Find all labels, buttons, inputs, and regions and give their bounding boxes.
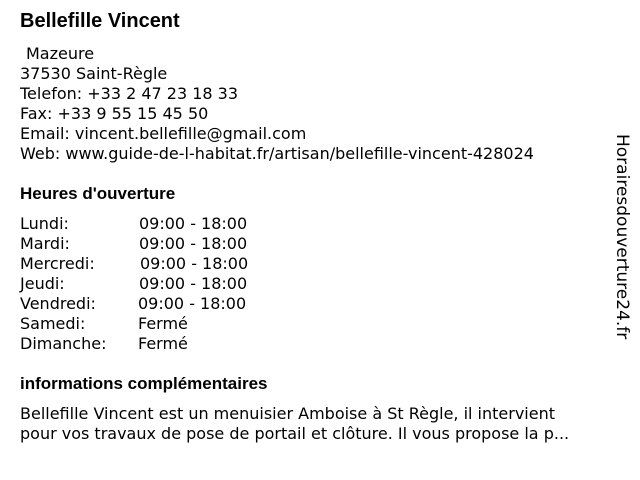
day-label: Jeudi: [20,274,65,293]
additional-info-heading: informations complémentaires [20,374,268,393]
contact-block [20,44,534,164]
email-address: Email: vincent.bellefille@gmail.com [20,124,307,143]
site-watermark: Horairesdouverture24.fr [612,134,632,340]
additional-info-text [20,404,630,444]
postal-city: 37530 Saint-Règle [20,64,168,83]
day-label: Vendredi: [20,294,96,313]
info-line: pour vos travaux de pose de portail et clôture. Il vous propose la p... [20,424,570,443]
day-label: Samedi: [20,314,86,333]
opening-hours-heading: Heures d'ouverture [20,184,176,203]
day-hours: 09:00 - 18:00 [139,274,248,293]
fax-number: Fax: +33 9 55 15 45 50 [20,104,209,123]
day-hours: 09:00 - 18:00 [139,214,248,233]
day-label: Dimanche: [20,334,107,353]
day-hours: 09:00 - 18:00 [140,254,249,273]
business-name: Bellefille Vincent [20,10,180,32]
day-label: Mercredi: [20,254,95,273]
day-label: Mardi: [20,234,70,253]
street-address: Mazeure [26,44,95,63]
day-label: Lundi: [20,214,69,233]
day-hours: Fermé [138,314,188,333]
day-hours: Fermé [138,334,188,353]
day-hours: 09:00 - 18:00 [138,294,247,313]
website-url: Web: www.guide-de-l-habitat.fr/artisan/bellefille-vincent-428024 [20,144,534,163]
phone-number: Telefon: +33 2 47 23 18 33 [20,84,239,103]
info-line: Bellefille Vincent est un menuisier Amboise à St Règle, il intervient [20,404,556,423]
day-hours: 09:00 - 18:00 [139,234,248,253]
